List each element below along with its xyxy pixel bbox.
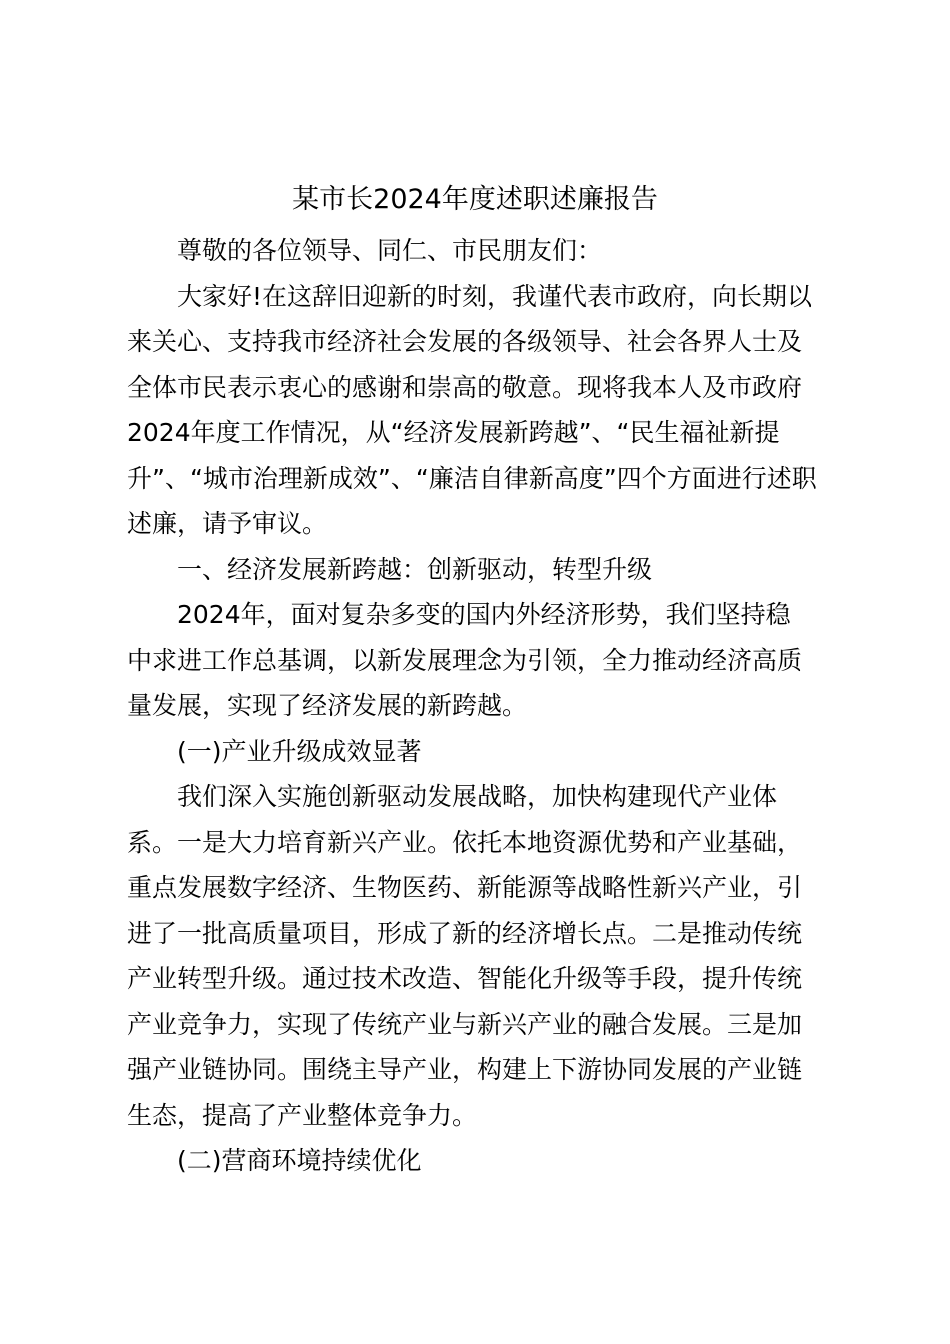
paragraph-line: 大家好!在这辞旧迎新的时刻，我谨代表市政府，向长期以	[177, 281, 813, 311]
paragraph-line: 述廉，请予审议。	[127, 509, 328, 538]
salutation-line: 尊敬的各位领导、同仁、市民朋友们：	[177, 236, 603, 265]
section-heading: 一、经济发展新跨越：创新驱动，转型升级	[177, 554, 653, 584]
paragraph-line: 升”、“城市治理新成效”、“廉洁自律新高度”四个方面进行述职	[127, 463, 817, 493]
paragraph-line: 进了一批高质量项目，形成了新的经济增长点。二是推动传统	[127, 918, 803, 948]
paragraph-line: 我们深入实施创新驱动发展战略，加快构建现代产业体	[177, 782, 778, 811]
paragraph-line: 系。一是大力培育新兴产业。依托本地资源优势和产业基础，	[127, 827, 803, 857]
paragraph-line: 产业竞争力，实现了传统产业与新兴产业的融合发展。三是加	[127, 1009, 803, 1039]
paragraph-line: 重点发展数字经济、生物医药、新能源等战略性新兴产业，引	[127, 873, 803, 902]
document-title: 某市长2024年度述职述廉报告	[292, 184, 658, 215]
paragraph-line: 2024年，面对复杂多变的国内外经济形势，我们坚持稳	[177, 600, 791, 629]
paragraph-line: 中求进工作总基调，以新发展理念为引领，全力推动经济高质	[127, 645, 803, 675]
paragraph-line: 强产业链协同。围绕主导产业，构建上下游协同发展的产业链	[127, 1055, 803, 1084]
subsection-heading: (二)营商环境持续优化	[177, 1146, 422, 1175]
document-body	[127, 228, 827, 1184]
paragraph-line: 来关心、支持我市经济社会发展的各级领导、社会各界人士及	[127, 327, 803, 356]
paragraph-line: 2024年度工作情况，从“经济发展新跨越”、“民生福祉新提	[127, 418, 780, 447]
subsection-heading: (一)产业升级成效显著	[177, 736, 422, 766]
paragraph-line: 量发展，实现了经济发展的新跨越。	[127, 691, 528, 720]
paragraph-line: 生态，提高了产业整体竞争力。	[127, 1100, 478, 1130]
paragraph-line: 全体市民表示衷心的感谢和崇高的敬意。现将我本人及市政府	[127, 372, 803, 402]
paragraph-line: 产业转型升级。通过技术改造、智能化升级等手段，提升传统	[127, 964, 803, 993]
